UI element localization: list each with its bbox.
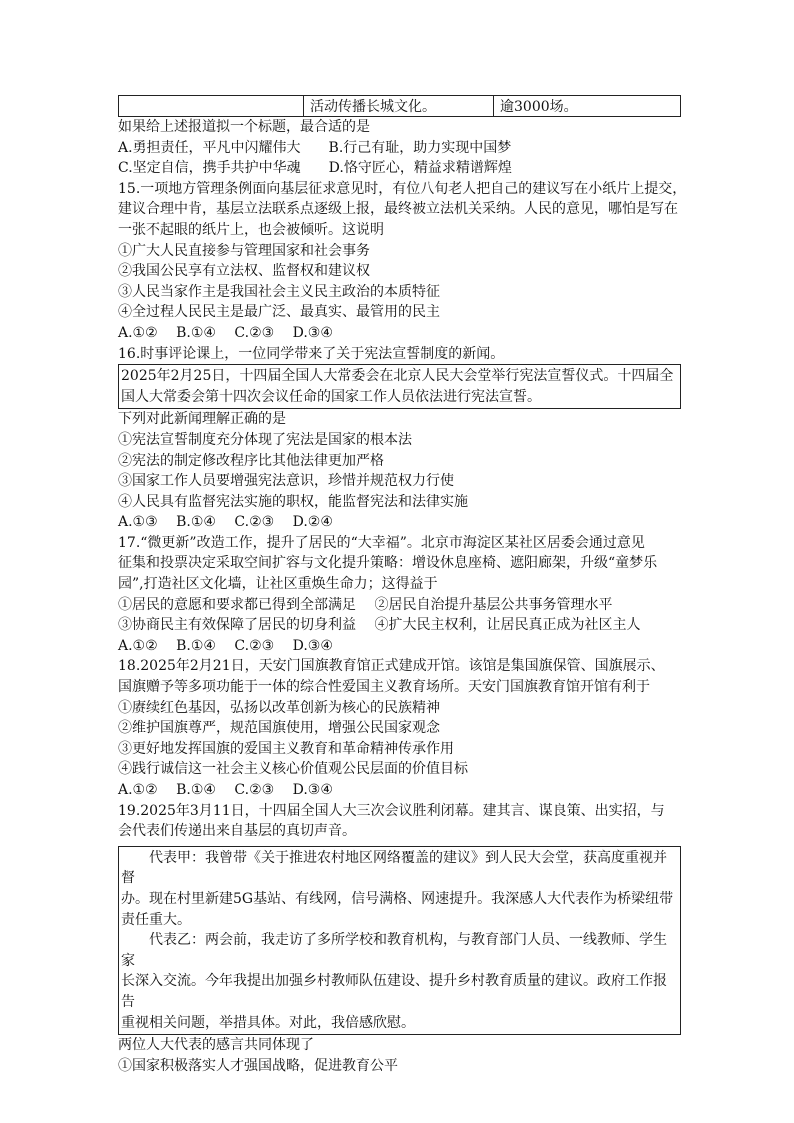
- question-stem-line: 征集和投票决定采取空间扩容与文化提升策略：增设休息座椅、遮阳廊架，升级“童梦乐: [118, 555, 658, 572]
- statement-item: ③协商民主有效保障了居民的切身利益 ④扩大民主权利，让居民真正成为社区主人: [118, 617, 641, 634]
- statement-item: ③人民当家作主是我国社会主义民主政治的本质特征: [118, 283, 440, 300]
- statement-item: ④全过程人民民主是最广泛、最真实、最管用的民主: [118, 304, 440, 321]
- exam-page: [118, 95, 687, 1076]
- question-14-tail: [118, 117, 681, 179]
- table-cell: 逾3000场。: [494, 96, 681, 117]
- question-stem-line: 国旗赠予等多项功能于一体的综合性爱国主义教育场所。天安门国旗教育馆开馆有利于: [118, 679, 650, 696]
- statement-item: ④践行诚信这一社会主义核心价值观公民层面的价值目标: [118, 761, 468, 778]
- question-stem-line: 会代表们传递出来自基层的真切声音。: [118, 823, 356, 840]
- question-17: [118, 533, 681, 657]
- remarks-line: 责任重大。: [121, 911, 191, 928]
- answer-options: A.①② B.①④ C.②③ D.③④: [118, 782, 333, 798]
- question-stem-line: 19.2025年3月11日，十四届全国人大三次会议胜利闭幕。建其言、谋良策、出实招，与: [118, 802, 665, 819]
- question-16: [118, 344, 681, 533]
- statement-item: ①宪法宣誓制度充分体现了宪法是国家的根本法: [118, 431, 412, 448]
- remarks-line: 长深入交流。今年我提出加强乡村教师队伍建设、提升乡村教育质量的建议。政府工作报告: [121, 973, 667, 1010]
- table-row: [119, 96, 681, 117]
- remarks-line: 办。现在村里新建5G基站、有线网，信号满格、网速提升。我深感人大代表作为桥梁纽带: [121, 890, 674, 907]
- option-line: A.勇担责任，平凡中闪耀伟大 B.行己有耻，助力实现中国梦: [118, 139, 512, 156]
- question-stem-line: 一张不起眼的纸片上，也会被倾听。这说明: [118, 221, 384, 238]
- question-stem-line: 园”,打造社区文化墙，让社区重焕生命力；这得益于: [118, 576, 438, 593]
- statement-item: ①赓续红色基因，弘扬以改革创新为核心的民族精神: [118, 699, 440, 716]
- news-line: 国人大常委会第十四次会议任命的国家工作人员依法进行宪法宣誓。: [121, 388, 541, 405]
- question-stem: 如果给上述报道拟一个标题，最合适的是: [118, 119, 370, 135]
- table-cell: 活动传播长城文化。: [304, 96, 494, 117]
- statement-item: ③国家工作人员要增强宪法意识，珍惜并规范权力行使: [118, 473, 454, 490]
- option-line: C.坚定自信，携手共护中华魂 D.恪守匠心，精益求精谱辉煌: [118, 160, 512, 177]
- question-stem-line: 17.“微更新”改造工作，提升了居民的“大幸福”。北京市海淀区某社区居委会通过意见: [118, 534, 645, 551]
- statement-item: ②我国公民享有立法权、监督权和建议权: [118, 263, 370, 280]
- answer-options: A.①② B.①④ C.②③ D.③④: [118, 637, 333, 654]
- remarks-line: 重视相关问题，举措具体。对此，我倍感欣慰。: [121, 1014, 415, 1031]
- statement-item: ②维护国旗尊严，规范国旗使用，增强公民国家观念: [118, 720, 440, 737]
- statement-item: ③更好地发挥国旗的爱国主义教育和革命精神传承作用: [118, 740, 454, 757]
- question-prompt: 两位人大代表的感言共同体现了: [118, 1037, 314, 1054]
- statement-item: ④人民具有监督宪法实施的职权，能监督宪法和法律实施: [118, 493, 468, 510]
- statement-item: ②宪法的制定修改程序比其他法律更加严格: [118, 452, 384, 469]
- statement-item: ①国家积极落实人才强国战略，促进教育公平: [118, 1057, 398, 1074]
- question-19: [118, 801, 681, 1077]
- question-stem-line: 18.2025年2月21日，天安门国旗教育馆正式建成开馆。该馆是集国旗保管、国旗展示、: [118, 658, 665, 675]
- table-cell: [119, 96, 304, 117]
- statement-item: ①居民的意愿和要求都已得到全部满足 ②居民自治提升基层公共事务管理水平: [118, 596, 613, 613]
- statement-item: ①广大人民直接参与管理国家和社会事务: [118, 242, 370, 259]
- question-stem: 16.时事评论课上，一位同学带来了关于宪法宣誓制度的新闻。: [118, 345, 505, 362]
- question-15: [118, 179, 687, 344]
- question-stem-line: 15.一项地方管理条例面向基层征求意见时，有位八旬老人把自己的建议写在小纸片上提交，: [118, 180, 687, 197]
- question-18: [118, 656, 681, 800]
- news-box: [118, 364, 681, 409]
- question-prompt: 下列对此新闻理解正确的是: [118, 411, 286, 428]
- question-stem-line: 建议合理中肯，基层立法联系点逐级上报，最终被立法机关采纳。人民的意见，哪怕是写在: [118, 201, 678, 218]
- delegate-remarks-box: [118, 846, 681, 1035]
- top-table: [118, 95, 681, 117]
- answer-options: A.①③ B.①④ C.②③ D.②④: [118, 514, 333, 531]
- answer-options: A.①② B.①④ C.②③ D.③④: [118, 324, 333, 341]
- news-line: 2025年2月25日，十四届全国人大常委会在北京人民大会堂举行宪法宣誓仪式。十四届全: [121, 368, 674, 385]
- remarks-line: 代表甲：我曾带《关于推进农村地区网络覆盖的建议》到人民大会堂，获高度重视并督: [121, 849, 667, 887]
- remarks-line: 代表乙：两会前，我走访了多所学校和教育机构，与教育部门人员、一线教师、学生家: [121, 932, 667, 969]
